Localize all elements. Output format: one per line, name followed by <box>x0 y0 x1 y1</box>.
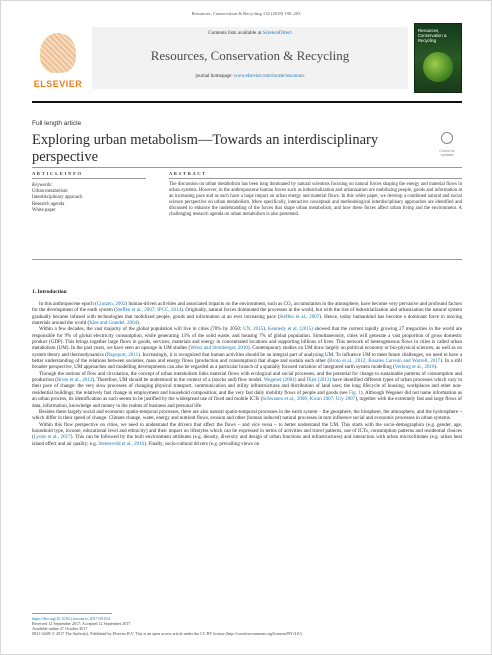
body-text <box>32 301 462 447</box>
footer-rule <box>32 613 112 614</box>
citation-link[interactable]: Klee and Graedel, 2004 <box>89 320 138 327</box>
keywords-label: Keywords: <box>32 183 53 188</box>
article-info-heading: A R T I C L E I N F O <box>32 171 146 179</box>
article-info <box>32 171 146 214</box>
article-title: Exploring urban metabolism—Towards an interdisciplinary perspective <box>32 132 379 165</box>
journal-masthead <box>32 23 462 99</box>
cover-title: Resources, Conservation & Recycling <box>418 28 447 43</box>
citation-link[interactable]: Verburg et al., 2016 <box>394 364 435 371</box>
text-run: ). <box>434 364 438 371</box>
paragraph-3 <box>32 371 462 409</box>
text-run: ). <box>263 326 268 333</box>
citation-link[interactable]: Crutzen, 2002 <box>96 301 126 307</box>
contents-availability <box>92 30 408 36</box>
keywords-block <box>32 183 146 214</box>
text-run: ) human-driven activities and associated impacts on the environment, such as CO₂ accumulation in the atmosphere, have become very pervasive and profound factors for the development of the earth system ( <box>32 301 463 314</box>
text-run: showed that the current rapidly growing 27 megacities in the world are responsible for 9% of global electricity consumption, while generating 13% of the solid waste, and housing 7% of global population. Simultaneously, cities will generate a vast proportion of gross domestic product (GDP). This brings together large flows in goods, services, materials and energy in concentrated locations and supporting billions of lives. This network of heterogeneous flows in cities is called urban metabolism (UM). In the past years, we have seen an upsurge in UM studies ( <box>32 326 462 352</box>
citation-link[interactable]: Lyons et al., 2017 <box>33 434 71 441</box>
text-run: have identified different types of urban processes which vary in their pace of change: the very slow processes of changing physical transport, communication and utility infrastructures and distribution of land uses; the long lifecycle of housing, workplaces and other non-residential buildings; the relatively fast change in employment and household composition; and the very fast daily mobility flows of people and goods (see <box>32 377 463 396</box>
citation-link[interactable]: Schwanen et al., 2006; Kwan 2007; Ury 2007 <box>262 396 356 403</box>
crossmark-icon <box>441 132 453 144</box>
text-run: Through the notions of flow and circulation, the concept of urban metabolism links material flows with ecological and social processes, and the potential for change to sustainable patterns of consumption and production ( <box>32 370 462 384</box>
available-online: Available online 27 October 2017 <box>32 626 88 631</box>
cover-leaf-icon <box>423 52 453 82</box>
keyword-item: White paper <box>32 207 56 213</box>
homepage-prefix: journal homepage: <box>195 74 233 79</box>
abstract-heading: A B S T R A C T <box>169 171 462 179</box>
article-footer <box>32 616 462 636</box>
citation-link[interactable]: Steffen et al., 2007 <box>279 313 320 320</box>
running-head: Resources, Conservation & Recycling 132 (2018) 190–203 <box>191 11 301 16</box>
citation-link[interactable]: Broto et al., 2012 <box>56 377 93 384</box>
license-statement: 0921-3449/ © 2017 The Author(s). Published by Elsevier B.V. This is an open access article under the CC BY license (http://creativecommons.org/licenses/BY/4.0/). <box>32 631 303 636</box>
text-run: ). Finally, socio-cultural drivers (e.g. prevailing views on <box>144 440 260 447</box>
journal-banner <box>92 27 408 89</box>
text-run: ). Originally, natural forces dominated the processes in the world, but with the rise of industrialization and urbanization the natural system gradually became infused with technologies that mobilized people, goods and information at an ever increasing pace ( <box>32 307 462 320</box>
text-run: Within a few decades, the vast majority of the global population will live in cities (70% by 2050; <box>39 326 243 333</box>
citation-link[interactable]: Wegener (2004) <box>263 377 297 384</box>
journal-cover-thumbnail[interactable] <box>414 23 462 93</box>
citation-link[interactable]: Rapoport, 2011 <box>106 351 139 358</box>
paragraph-4: Besides these largely social and economic spatio-temporal processes, there are also natural spatio-temporal processes in the earth system – the geosphere, the biosphere, the atmosphere, and the hydrosphere – which differ in their speed of change. Climate change, water, energy and nutrient flows, erosion and other (human induced) natural processes in turn influence social and economic processes in urban systems. <box>32 408 462 422</box>
title-rule <box>32 167 462 168</box>
text-run: ). Contemporary studies on UM draw largely on political economy or bio-physical sciences, as well as on system theory and thermodynamics ( <box>32 345 462 358</box>
sciencedirect-link[interactable]: ScienceDirect <box>262 30 292 36</box>
text-run: ). <box>137 320 141 327</box>
elsevier-tree-icon <box>40 33 76 73</box>
text-run: ). Although Wegener did not name information as an urban process, its identification as such seems to be justified by the widespread use of fixed and mobile ICTs ( <box>32 389 463 403</box>
text-run: Within this flow perspective on cities, we need to understand the drivers that affect the flows – and vice versa – to better understand the UM. This starts with the socio-demographics (e.g. gender, age, household type, income, educational level and ethnicity) and their impact on lifestyles which can be expressed in terms of activities and travel patterns, use of ICTs, consumption patterns and residential choices ( <box>32 421 462 441</box>
text-run: ). This can be followed by the built environment attributes (e.g. density, diversity and design of urban functions and infrastructures) and interaction with urban microclimates (e.g. urban heat island effect and air quality; e.g. <box>32 434 462 447</box>
contents-prefix: Contents lists available at <box>208 30 262 36</box>
citation-link[interactable]: Weisz and Steinberger, 2010 <box>190 345 248 352</box>
check-for-updates-badge[interactable] <box>434 131 460 157</box>
section-heading: 1. Introduction <box>32 289 67 295</box>
masthead-rule <box>32 101 462 103</box>
keyword-item: Urban metabolism <box>32 189 68 195</box>
text-run: ). In a still broader perspective, UM approaches and modelling developments can also be regarded as a particular branch of a spatially focused variation of integrated earth system modelling ( <box>32 358 462 371</box>
text-run: ). Hence, today humankind has become a dominant force in moving materials around the world ( <box>32 313 463 327</box>
citation-link[interactable]: Broto et al., 2012; Rosales Carreón and Worrell, 2017 <box>329 358 441 365</box>
text-run: and <box>296 377 307 384</box>
citation-link[interactable]: Steffen et al., 2007; IPCC, 2014 <box>115 307 182 314</box>
paragraph-5 <box>32 422 462 447</box>
paragraph-1 <box>32 301 462 326</box>
text-run: In this anthropocene epoch ( <box>39 301 97 307</box>
received-dates: Received 12 September 2017; Accepted 12 September 2017 <box>32 621 131 626</box>
figure-link[interactable]: Fig. 1 <box>348 389 361 396</box>
keyword-item: Research agenda <box>32 201 65 207</box>
citation-link[interactable]: Dijst (2013) <box>306 377 332 384</box>
citation-link[interactable]: UN, 2015 <box>242 326 264 333</box>
text-run: ), together with the extremely fast and large flows of data, information, knowledge and money in the realms of business and personal life. <box>32 396 462 409</box>
text-run: ). Increasingly, it is recognized that human activities should be an integral part of analyzing UM. To influence UM to meet future challenges, we need to have a better understanding of the relations between societies, mass and energy flows (production and consumption) that shape and sustain each other ( <box>32 351 462 365</box>
abstract-rule <box>32 259 462 260</box>
doi-link[interactable]: https://doi.org/10.1016/j.resconrec.2017.09.014 <box>32 616 110 621</box>
paragraph-2 <box>32 326 462 370</box>
keyword-item: Interdisciplinary approach <box>32 195 83 201</box>
abstract-text: The discussion on urban metabolism has been long dominated by natural scientists focusing on natural forces shaping the energy and material flows in urban systems. However, in the anthroposcene human forces such as industrialization and urbanization are mobilizing people, goods and information at an increasing pace and as such have a large impact on urban energy and material flows. In this white paper, we develop a combined natural and social science perspective on urban metabolism. More specifically, interactive conceptual and methodological interdisciplinary approaches are identified and discussed to enhance the understanding of the forces that shape urban metabolism, and how these forces affect urban living and the environment. A challenging research agenda on urban metabolism is also presented. <box>169 182 462 218</box>
homepage-link[interactable]: www.elsevier.com/locate/resconrec <box>233 74 305 79</box>
journal-title: Resources, Conservation & Recycling <box>150 48 350 63</box>
journal-homepage <box>92 74 408 79</box>
citation-link[interactable]: Steeneveld et al., 2016 <box>98 440 145 447</box>
text-run: ). Therefore, UM should be understood in the context of a (stocks and) flow model. <box>92 377 264 384</box>
citation-link[interactable]: Kennedy et al. (2015) <box>267 326 313 333</box>
elsevier-logo <box>32 29 84 91</box>
elsevier-wordmark: ELSEVIER <box>33 79 83 89</box>
article-type: Full length article <box>32 120 82 127</box>
abstract <box>169 171 462 219</box>
check-for-updates-label: Check for updates <box>439 149 455 157</box>
